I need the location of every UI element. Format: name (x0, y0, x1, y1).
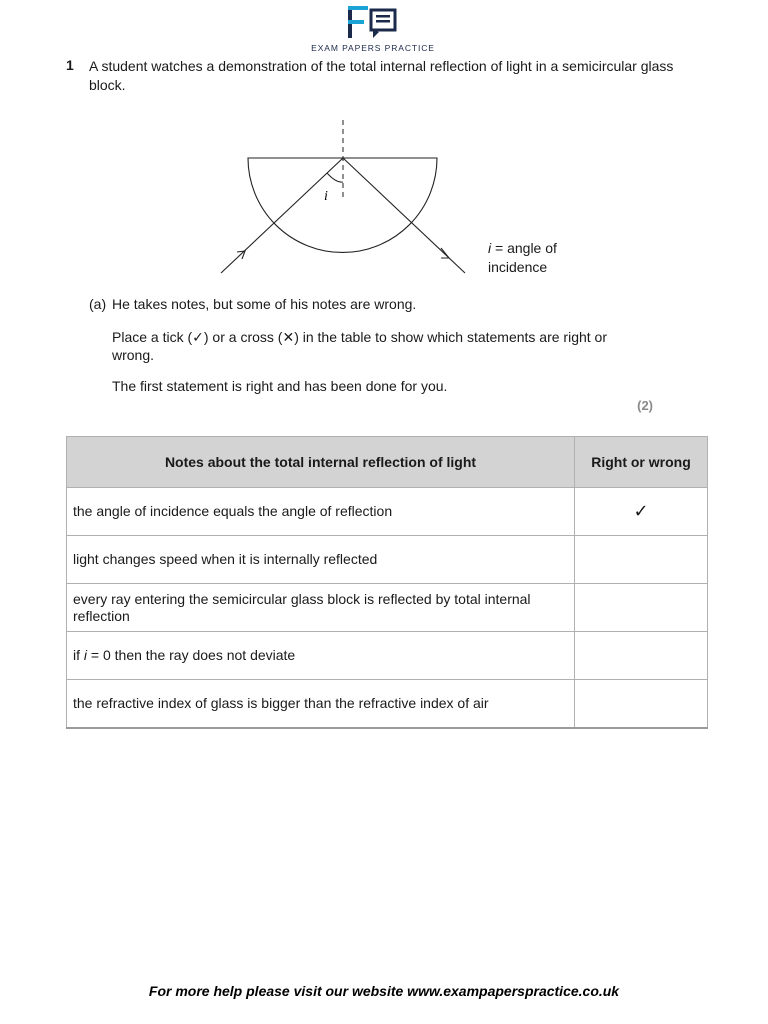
instr-post: ) in the table to show which statements are right or wrong. (112, 329, 608, 363)
answer-cell-5[interactable] (575, 680, 708, 729)
semicircular-block-diagram (215, 118, 475, 278)
row4-post: = 0 then the ray does not deviate (87, 647, 296, 663)
header-notes: Notes about the total internal reflection of light (67, 437, 575, 488)
legend-text-2: incidence (488, 259, 548, 275)
incident-ray (221, 158, 343, 273)
part-intro: He takes notes, but some of his notes are wrong. (112, 296, 417, 312)
question-number: 1 (66, 57, 74, 73)
logo-mark-icon (345, 2, 401, 42)
table-row (67, 680, 708, 729)
brand-name: EXAM PAPERS PRACTICE (311, 43, 435, 53)
row4-pre: if (73, 647, 84, 663)
table-row (67, 488, 708, 536)
table-row (67, 536, 708, 584)
table-row (67, 584, 708, 632)
diagram-legend (488, 239, 557, 277)
statement-4 (67, 632, 575, 680)
glass-block-shape (248, 158, 437, 252)
statement-5: the refractive index of glass is bigger than the refractive index of air (67, 680, 575, 729)
statement-1: the angle of incidence equals the angle of reflection (67, 488, 575, 536)
brand-logo (308, 2, 438, 56)
table-row (67, 632, 708, 680)
answer-cell-4[interactable] (575, 632, 708, 680)
tick-symbol-icon: ✓ (192, 329, 204, 345)
cross-symbol-icon: ✕ (282, 329, 295, 345)
notes-table (66, 436, 708, 729)
legend-text-1: = angle of (491, 240, 557, 256)
legend-symbol: i (488, 240, 492, 256)
reflected-arrow-icon (441, 248, 449, 258)
first-statement-note: The first statement is right and has been done for you. (112, 378, 448, 394)
answer-cell-2[interactable] (575, 536, 708, 584)
instr-pre: Place a tick ( (112, 329, 193, 345)
row4-var: i (83, 647, 88, 663)
question-text: A student watches a demonstration of the total internal reflection of light in a semicircular glass block. (89, 58, 674, 93)
statement-3: every ray entering the semicircular glass block is reflected by total internal reflection (67, 584, 575, 632)
table-header-row (67, 437, 708, 488)
part-instruction (112, 328, 652, 364)
part-label: (a) (89, 296, 107, 312)
angle-arc (327, 173, 343, 182)
instr-mid: ) or a cross ( (203, 329, 283, 345)
angle-label: i (324, 189, 328, 204)
answer-cell-3[interactable] (575, 584, 708, 632)
header-right-or-wrong: Right or wrong (575, 437, 708, 488)
footer-help-text: For more help please visit our website www.exampaperspractice.co.uk (148, 983, 620, 999)
marks-value: (2) (637, 398, 653, 413)
answer-cell-1: ✓ (575, 488, 708, 536)
statement-2: light changes speed when it is internally reflected (67, 536, 575, 584)
